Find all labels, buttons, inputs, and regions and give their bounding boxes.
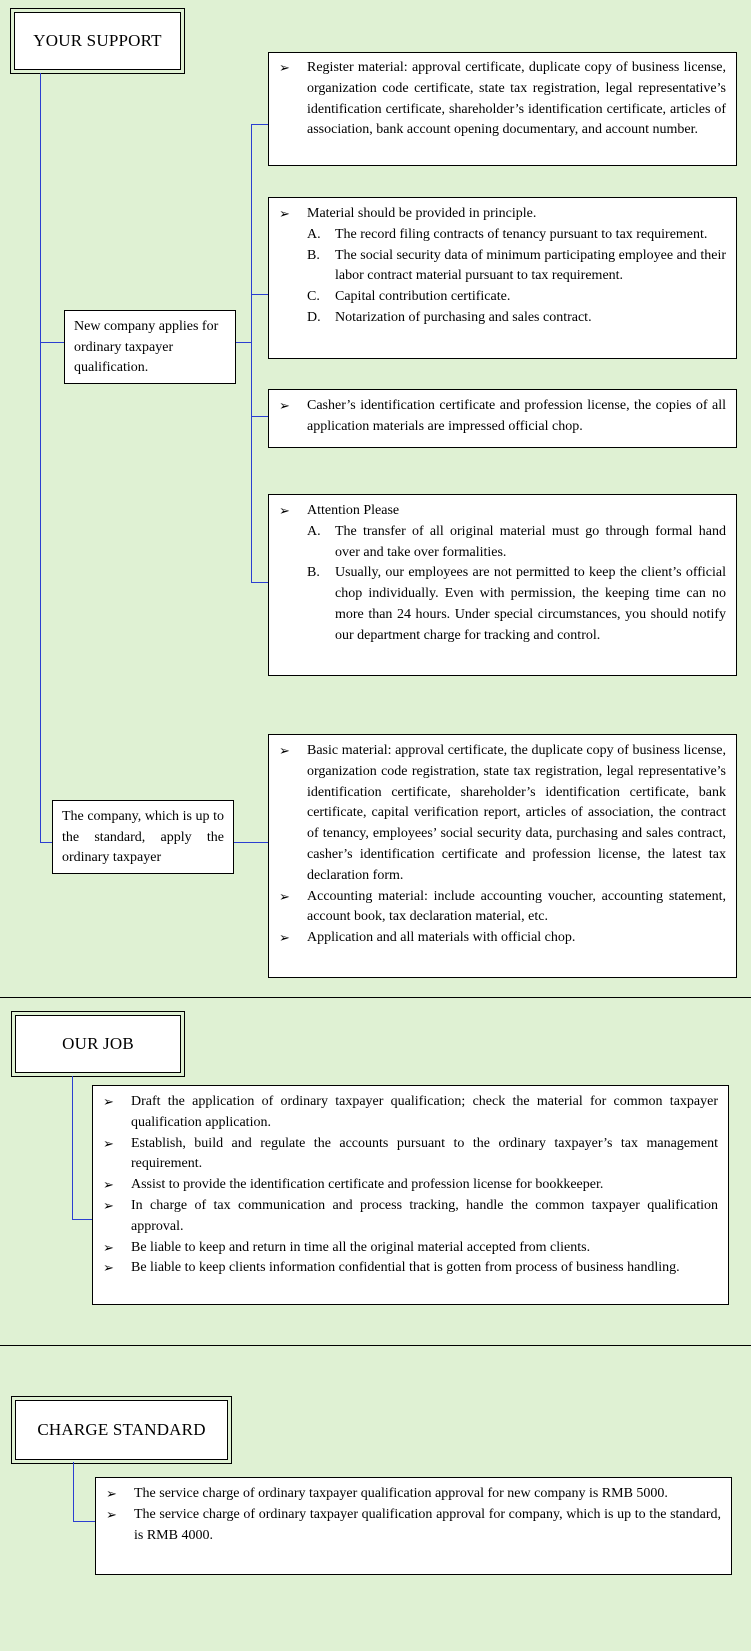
- item-text: In charge of tax communication and process tracking, handle the common taxpayer qualification approval.: [131, 1197, 718, 1234]
- connector-line: [251, 294, 268, 295]
- list-item: [279, 204, 726, 225]
- standard-company-label: [52, 800, 234, 874]
- arrow-bullet-icon: ➢: [103, 1177, 114, 1193]
- item-text: The transfer of all original material must go through formal hand over and take over formalities.: [335, 523, 726, 560]
- item-letter: C.: [307, 289, 320, 305]
- list-item: [103, 1196, 718, 1238]
- list-item: [307, 225, 726, 246]
- list-item: [279, 741, 726, 887]
- your-support-title: YOUR SUPPORT: [33, 31, 162, 50]
- section-divider: [0, 1345, 751, 1346]
- principle-material-box: [268, 197, 737, 359]
- connector-line: [40, 73, 41, 843]
- list-item: [279, 887, 726, 929]
- arrow-bullet-icon: ➢: [279, 743, 290, 758]
- item-letter: A.: [307, 523, 321, 539]
- item-text: Accounting material: include accounting voucher, accounting statement, account book, tax declaration material, etc.: [307, 888, 726, 925]
- item-text: The service charge of ordinary taxpayer qualification approval for new company is RMB 5000.: [134, 1486, 668, 1501]
- list-item: [279, 501, 726, 522]
- list-item: [103, 1134, 718, 1176]
- list-item: [103, 1238, 718, 1259]
- our-job-header: [15, 1015, 181, 1073]
- list-item: [307, 563, 726, 646]
- connector-line: [251, 582, 268, 583]
- connector-line: [251, 416, 268, 417]
- basic-material-box: [268, 734, 737, 978]
- item-text: The company, which is up to the standard, apply the ordinary taxpayer: [62, 809, 224, 865]
- list-item: [103, 1175, 718, 1196]
- arrow-bullet-icon: ➢: [103, 1135, 114, 1151]
- item-text: Be liable to keep and return in time all the original material accepted from clients.: [131, 1239, 591, 1255]
- item-text: Casher’s identification certificate and profession license, the copies of all application materials are impressed official chop.: [307, 398, 726, 434]
- item-text: New company applies for ordinary taxpayer qualification.: [74, 319, 219, 375]
- connector-line: [40, 342, 65, 343]
- item-letter: D.: [307, 309, 321, 325]
- item-text: Capital contribution certificate.: [335, 289, 511, 305]
- item-text: The social security data of minimum participating employee and their labor contract material pursuant to tax requirement.: [335, 247, 726, 284]
- item-text: The service charge of ordinary taxpayer qualification approval for company, which is up to the standard, is RMB 4000.: [134, 1506, 721, 1543]
- item-text: Draft the application of ordinary taxpayer qualification; check the material for common taxpayer qualification application.: [131, 1094, 718, 1130]
- arrow-bullet-icon: ➢: [279, 888, 290, 904]
- connector-line: [251, 124, 252, 583]
- list-item: [106, 1484, 721, 1505]
- connector-line: [72, 1076, 73, 1220]
- list-item: [307, 287, 726, 308]
- arrow-bullet-icon: ➢: [279, 60, 290, 75]
- list-item: [307, 522, 726, 564]
- casher-certificate-box: [268, 389, 737, 448]
- item-text: Usually, our employees are not permitted to keep the client’s official chop individually. Even with permission, the keeping time can no more than 24 hours. Under special circumstances, you should notify our department charge for tracking and control.: [335, 565, 726, 643]
- list-item: [279, 58, 726, 141]
- connector-line: [73, 1521, 95, 1522]
- list-item: [307, 246, 726, 288]
- item-text: The record filing contracts of tenancy pursuant to tax requirement.: [335, 226, 708, 242]
- item-text: Register material: approval certificate, duplicate copy of business license, organization code certificate, state tax registration, legal representative’s identification certificate, shareholder’s identification certificate, articles of association, bank account opening documentary, and account number.: [307, 60, 726, 138]
- connector-line: [233, 842, 268, 843]
- list-item: [279, 928, 726, 949]
- arrow-bullet-icon: ➢: [103, 1260, 114, 1276]
- our-job-title: OUR JOB: [62, 1034, 134, 1053]
- connector-line: [251, 124, 268, 125]
- charge-standard-header: [15, 1400, 228, 1460]
- item-text: Assist to provide the identification certificate and profession license for bookkeeper.: [131, 1177, 604, 1193]
- list-item: [279, 396, 726, 438]
- connector-line: [73, 1462, 74, 1522]
- arrow-bullet-icon: ➢: [279, 930, 290, 946]
- item-letter: B.: [307, 247, 320, 263]
- arrow-bullet-icon: ➢: [279, 398, 290, 413]
- arrow-bullet-icon: ➢: [103, 1239, 114, 1255]
- item-text: Notarization of purchasing and sales contract.: [335, 309, 592, 325]
- our-job-box: [92, 1085, 729, 1305]
- arrow-bullet-icon: ➢: [106, 1506, 117, 1522]
- list-item: [103, 1092, 718, 1134]
- charge-standard-title: CHARGE STANDARD: [37, 1420, 206, 1439]
- arrow-bullet-icon: ➢: [106, 1486, 117, 1501]
- list-item: [106, 1505, 721, 1547]
- connector-line: [72, 1219, 92, 1220]
- list-item: [307, 308, 726, 329]
- item-text: Application and all materials with official chop.: [307, 930, 576, 946]
- arrow-bullet-icon: ➢: [103, 1197, 114, 1213]
- item-text: Be liable to keep clients information confidential that is gotten from process of business handling.: [131, 1260, 680, 1276]
- item-letter: A.: [307, 226, 321, 242]
- section-divider: [0, 997, 751, 998]
- arrow-bullet-icon: ➢: [279, 503, 290, 518]
- charge-standard-box: [95, 1477, 732, 1575]
- register-material-box: [268, 52, 737, 166]
- arrow-bullet-icon: ➢: [279, 206, 290, 221]
- your-support-header: [14, 12, 181, 70]
- item-text: Attention Please: [307, 503, 400, 518]
- connector-line: [235, 342, 252, 343]
- attention-box: [268, 494, 737, 676]
- item-text: Basic material: approval certificate, the duplicate copy of business license, organization code registration, state tax registration, legal representative’s identification certificate, shareholder’s identification certificate, bank certificate, capital verification report, articles of association, the contract of tenancy, employees’ social security data, purchasing and sales contract, casher’s identification certificate and profession license, the latest tax declaration form.: [307, 743, 726, 883]
- item-text: Establish, build and regulate the accounts pursuant to the ordinary taxpayer’s tax management requirement.: [131, 1135, 718, 1172]
- arrow-bullet-icon: ➢: [103, 1094, 114, 1109]
- list-item: [103, 1258, 718, 1279]
- new-company-label: [64, 310, 236, 384]
- item-letter: B.: [307, 565, 320, 581]
- item-text: Material should be provided in principle.: [307, 206, 537, 221]
